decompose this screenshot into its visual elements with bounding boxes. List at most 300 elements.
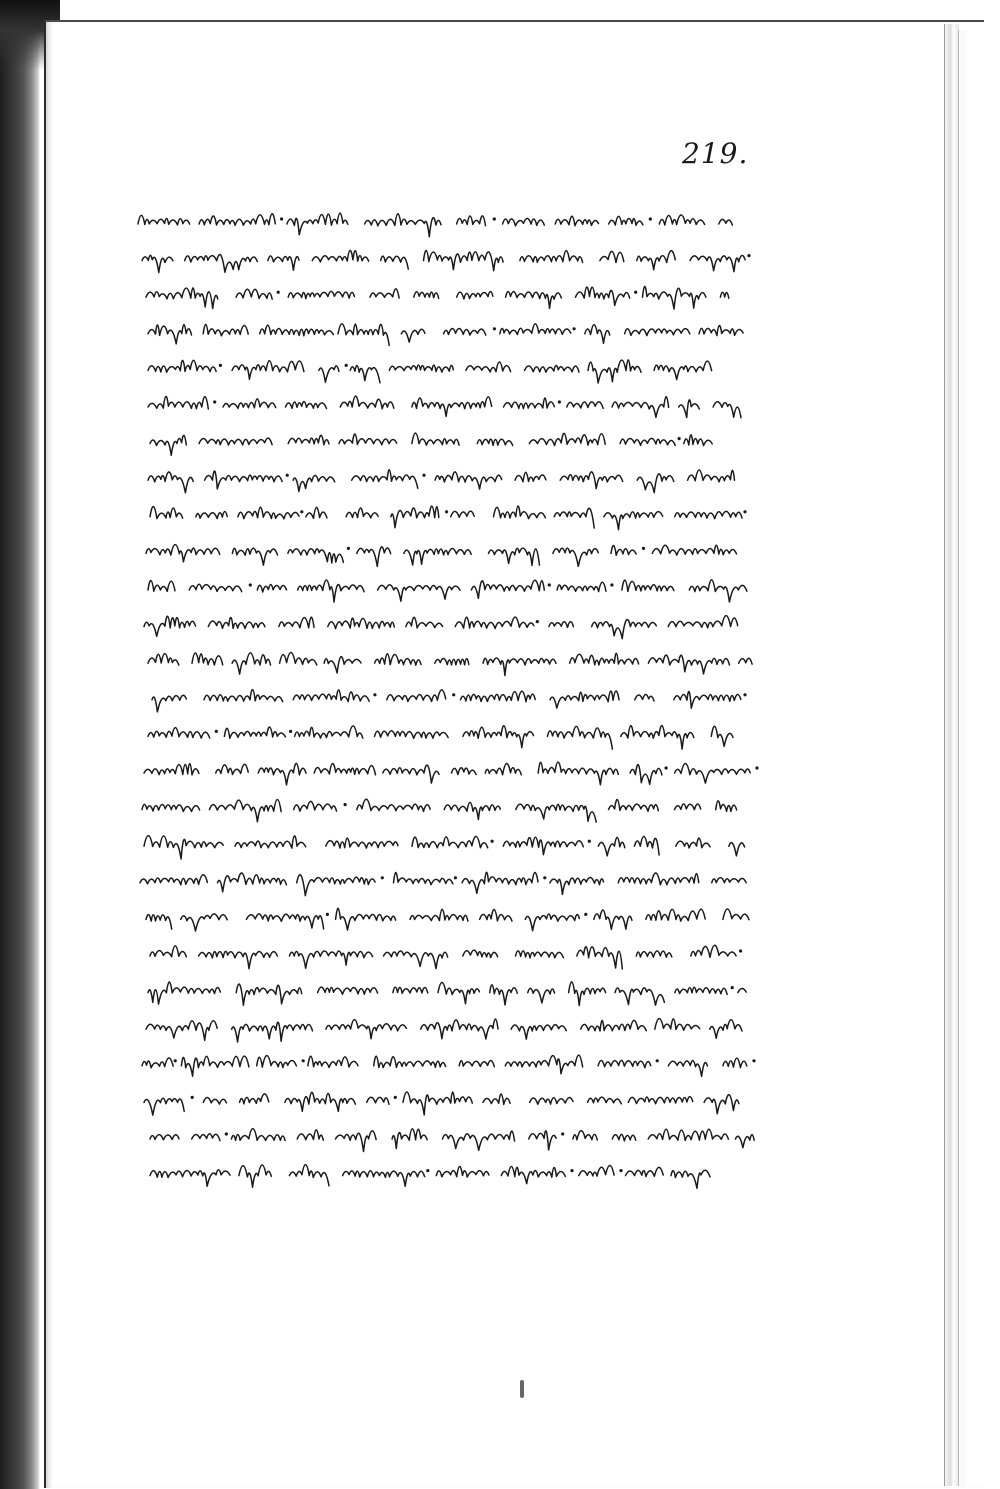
ink-word	[231, 1129, 285, 1141]
ink-word	[628, 1097, 692, 1104]
ink-word	[444, 329, 486, 336]
ink-word	[142, 255, 173, 272]
ink-word	[412, 397, 492, 417]
ink-word	[635, 694, 654, 701]
ink-word	[216, 764, 249, 774]
ink-word	[209, 800, 281, 822]
ink-word	[367, 1097, 389, 1104]
handwritten-line	[146, 1018, 742, 1042]
punctuation-dot	[570, 1169, 573, 1172]
punctuation-dot	[280, 217, 283, 220]
ink-word	[652, 545, 736, 555]
ink-word	[525, 366, 580, 373]
handwritten-line	[152, 690, 747, 712]
ink-word	[503, 218, 545, 225]
ink-word	[579, 1166, 614, 1177]
ink-word	[289, 951, 372, 968]
handwritten-line	[144, 836, 745, 859]
punctuation-dot	[656, 1059, 659, 1062]
ink-word	[297, 1130, 323, 1140]
ink-word	[421, 1019, 498, 1039]
ink-word	[142, 804, 200, 811]
ink-word	[592, 619, 657, 638]
ink-word	[192, 1134, 220, 1141]
handwritten-line	[140, 872, 746, 895]
ink-word	[710, 1020, 742, 1038]
ink-word	[576, 287, 630, 305]
handwritten-line	[142, 799, 737, 822]
ink-word	[181, 914, 228, 931]
ink-word	[293, 475, 335, 491]
ink-word	[643, 286, 706, 309]
ink-word	[288, 549, 344, 563]
ink-mark	[520, 1380, 524, 1398]
punctuation-dot	[300, 510, 303, 513]
ink-word	[391, 506, 439, 528]
ink-word	[621, 726, 694, 749]
ink-word	[611, 546, 636, 556]
ink-word	[550, 691, 619, 708]
ink-word	[370, 289, 399, 298]
ink-word	[185, 254, 258, 272]
ink-word	[503, 837, 583, 854]
ink-word	[483, 658, 556, 675]
ink-word	[319, 366, 339, 382]
ink-word	[312, 250, 368, 261]
ink-word	[569, 982, 606, 1006]
handwritten-line	[150, 1165, 710, 1189]
ink-word	[525, 914, 579, 931]
ink-word	[553, 548, 598, 566]
ink-word	[674, 692, 741, 709]
ink-word	[612, 397, 669, 418]
ink-word	[738, 989, 746, 993]
ink-word	[675, 804, 701, 810]
ink-word	[530, 1098, 573, 1105]
ink-word	[588, 1097, 622, 1104]
ink-word	[720, 292, 728, 298]
ink-word	[648, 1129, 728, 1140]
punctuation-dot	[219, 364, 222, 367]
ink-word	[659, 215, 704, 225]
ink-word	[199, 951, 278, 968]
ink-word	[676, 838, 710, 848]
ink-word	[668, 1061, 707, 1077]
ink-word	[646, 909, 705, 921]
ink-word	[679, 400, 700, 418]
ink-word	[461, 691, 536, 702]
ink-word	[515, 472, 546, 481]
ink-word	[144, 616, 196, 636]
ink-word	[668, 616, 737, 628]
ink-word	[634, 836, 659, 855]
ink-word	[308, 1056, 358, 1067]
ink-word	[555, 216, 598, 226]
handwritten-line	[150, 945, 742, 969]
ink-word	[297, 875, 375, 896]
ink-word	[554, 508, 594, 528]
ink-word	[280, 652, 317, 664]
ink-word	[148, 472, 193, 493]
ink-word	[716, 801, 737, 812]
handwritten-line	[148, 580, 747, 602]
punctuation-dot	[543, 876, 546, 879]
ink-word	[189, 584, 242, 591]
punctuation-dot	[225, 1132, 228, 1135]
ink-word	[477, 439, 512, 445]
ink-word	[452, 768, 477, 775]
punctuation-dot	[191, 1096, 194, 1099]
punctuation-dot	[302, 1059, 305, 1062]
punctuation-dot	[345, 364, 348, 367]
ink-word	[577, 947, 623, 969]
ink-word	[690, 255, 745, 271]
ink-word	[287, 213, 348, 235]
ink-word	[148, 396, 208, 409]
ink-word	[295, 726, 363, 738]
ink-word	[236, 984, 302, 1005]
punctuation-dot	[731, 986, 734, 989]
ink-word	[688, 470, 735, 482]
ink-word	[729, 843, 745, 856]
ink-word	[324, 657, 361, 673]
ink-word	[150, 946, 186, 957]
punctuation-dot	[213, 400, 216, 403]
ink-word	[232, 1022, 313, 1042]
ink-word	[463, 950, 498, 957]
ink-word	[630, 765, 662, 785]
ink-word	[268, 256, 299, 270]
ink-word	[401, 329, 425, 342]
ink-word	[480, 910, 512, 922]
ink-word	[240, 1094, 269, 1104]
ink-word	[567, 402, 603, 409]
ink-word	[357, 799, 430, 811]
ink-word	[557, 582, 606, 591]
ink-word	[239, 1165, 271, 1187]
punctuation-dot	[347, 547, 350, 550]
ink-word	[338, 324, 389, 346]
punctuation-dot	[326, 913, 329, 916]
ink-word	[318, 987, 378, 994]
punctuation-dot	[493, 217, 496, 220]
ink-word	[410, 909, 468, 921]
ink-word	[560, 472, 623, 489]
ink-word	[150, 1170, 230, 1186]
ink-word	[615, 988, 664, 1005]
ink-word	[598, 837, 625, 856]
handwritten-line	[146, 286, 729, 309]
ink-word	[375, 654, 421, 666]
ink-word	[146, 288, 218, 309]
ink-word	[393, 987, 428, 993]
handwritten-line	[150, 433, 712, 455]
ink-word	[538, 762, 618, 785]
punctuation-dot	[743, 693, 746, 696]
punctuation-dot	[491, 840, 494, 843]
ink-word	[625, 329, 690, 336]
ink-word	[612, 1134, 635, 1141]
ink-word	[326, 1020, 407, 1039]
ink-word	[236, 289, 272, 299]
ink-word	[279, 617, 314, 628]
ink-word	[735, 1134, 754, 1147]
ink-word	[471, 580, 544, 598]
punctuation-dot	[249, 583, 252, 586]
ink-word	[375, 731, 449, 739]
punctuation-dot	[561, 1132, 564, 1135]
ink-word	[181, 1056, 249, 1076]
punctuation-dot	[215, 730, 218, 733]
ink-word	[689, 580, 747, 602]
ink-word	[298, 580, 364, 602]
ink-word	[412, 433, 459, 445]
ink-word	[196, 511, 227, 518]
ink-word	[257, 584, 286, 592]
ink-word	[424, 250, 504, 270]
punctuation-dot	[174, 1059, 177, 1062]
ink-word	[374, 1056, 446, 1067]
ink-word	[511, 1025, 566, 1040]
ink-word	[340, 396, 394, 409]
ink-word	[246, 914, 323, 929]
ink-word	[466, 362, 511, 372]
ink-word	[257, 1056, 297, 1068]
ink-word	[144, 1098, 184, 1115]
punctuation-dot	[452, 693, 455, 696]
handwritten-line	[148, 726, 733, 749]
ink-word	[444, 802, 500, 819]
ink-word	[573, 1131, 597, 1140]
ink-word	[451, 511, 475, 517]
ink-word	[435, 658, 469, 664]
ink-word	[336, 1131, 377, 1152]
ink-word	[218, 873, 287, 892]
punctuation-dot	[548, 583, 551, 586]
ink-word	[675, 511, 742, 518]
ink-word	[152, 695, 186, 712]
ink-word	[455, 617, 534, 628]
folio-number: 219.	[682, 137, 749, 170]
punctuation-dot	[649, 217, 652, 220]
ink-word	[294, 801, 337, 811]
handwritten-line	[148, 324, 743, 346]
punctuation-dot	[493, 327, 496, 330]
ink-word	[148, 581, 175, 592]
ink-word	[199, 438, 272, 445]
punctuation-dot	[642, 547, 645, 550]
ink-word	[394, 873, 453, 885]
punctuation-dot	[426, 1169, 429, 1172]
ink-word	[699, 326, 743, 336]
ink-word	[739, 658, 752, 664]
ink-word	[494, 506, 546, 519]
ink-word	[150, 435, 186, 455]
ink-word	[389, 365, 453, 372]
ink-word	[506, 292, 562, 309]
punctuation-dot	[536, 620, 539, 623]
ink-word	[339, 434, 397, 445]
ink-word	[691, 945, 736, 957]
ink-word	[142, 1058, 173, 1068]
ink-word	[381, 256, 409, 269]
ink-word	[711, 726, 733, 746]
ink-word	[326, 838, 398, 848]
ink-word	[675, 764, 751, 784]
handwritten-line	[146, 908, 749, 931]
ink-word	[704, 1095, 739, 1114]
punctuation-dot	[678, 437, 681, 440]
punctuation-dot	[286, 474, 289, 477]
ink-word	[412, 836, 488, 847]
handwritten-line	[148, 360, 712, 383]
ink-word	[260, 325, 334, 336]
ink-word	[675, 987, 727, 994]
ink-word	[205, 471, 283, 489]
ink-word	[148, 728, 210, 739]
handwritten-line	[144, 762, 759, 785]
ink-word	[365, 214, 441, 237]
ink-word	[306, 507, 327, 518]
ink-word	[655, 1018, 700, 1030]
ink-word	[438, 982, 479, 1003]
ink-word	[192, 653, 223, 665]
ink-word	[148, 325, 192, 344]
ink-word	[549, 622, 574, 628]
ink-word	[383, 765, 439, 783]
ink-word	[719, 219, 733, 225]
ink-word	[594, 910, 632, 929]
ink-word	[224, 727, 285, 738]
punctuation-dot	[634, 291, 637, 294]
ink-word	[500, 324, 571, 335]
ink-word	[529, 1131, 556, 1150]
punctuation-dot	[445, 510, 448, 513]
ink-word	[144, 836, 223, 859]
ink-word	[148, 654, 179, 665]
ink-word	[618, 873, 699, 885]
ink-word	[144, 764, 199, 775]
ink-word	[208, 617, 265, 628]
punctuation-dot	[584, 913, 587, 916]
ink-word	[148, 982, 220, 1004]
punctuation-dot	[277, 291, 280, 294]
ink-word	[235, 836, 306, 848]
ink-word	[570, 653, 639, 665]
ink-word	[258, 763, 306, 785]
ink-word	[671, 1170, 710, 1188]
ink-word	[392, 1129, 427, 1149]
ink-word	[581, 1020, 647, 1031]
ink-word	[203, 1097, 226, 1104]
ink-word	[286, 402, 327, 409]
ink-word	[547, 726, 612, 749]
punctuation-dot	[743, 510, 746, 513]
ink-word	[483, 1094, 510, 1104]
ink-word	[232, 653, 270, 674]
punctuation-dot	[394, 1096, 397, 1099]
ink-word	[585, 325, 610, 344]
punctuation-dot	[665, 766, 668, 769]
handwritten-line	[150, 1129, 754, 1152]
punctuation-dot	[422, 474, 425, 477]
ink-word	[404, 548, 471, 565]
ink-word	[288, 435, 329, 444]
ink-word	[723, 909, 749, 920]
ink-word	[436, 1166, 489, 1177]
ink-word	[622, 580, 674, 591]
punctuation-dot	[755, 766, 758, 769]
punctuation-dot	[289, 730, 292, 733]
ink-word	[293, 690, 369, 702]
ink-word	[516, 951, 564, 958]
ink-word	[314, 764, 375, 775]
ink-word	[384, 951, 448, 969]
handwritten-line	[148, 396, 741, 418]
ink-word	[637, 251, 676, 270]
ink-word	[501, 1166, 565, 1183]
punctuation-dot	[373, 693, 376, 696]
ink-word	[285, 1092, 356, 1111]
ink-word	[648, 655, 729, 674]
ink-word	[457, 216, 486, 226]
ink-word	[504, 398, 555, 409]
handwritten-line	[142, 1055, 756, 1076]
ink-word	[712, 878, 746, 883]
handwritten-line	[150, 506, 747, 530]
ink-word	[457, 291, 493, 299]
ink-word	[463, 726, 534, 748]
ink-word	[146, 545, 220, 562]
ink-word	[529, 433, 605, 445]
ink-word	[550, 878, 604, 895]
ink-word	[387, 690, 446, 702]
ink-word	[723, 1058, 747, 1068]
ink-word	[138, 215, 190, 225]
ink-word	[520, 251, 583, 263]
ink-word	[620, 438, 675, 445]
punctuation-dot	[739, 949, 742, 952]
punctuation-dot	[558, 400, 561, 403]
ink-word	[232, 361, 304, 380]
ink-word	[626, 1167, 664, 1176]
ink-word	[232, 548, 277, 565]
ink-word	[146, 915, 172, 930]
ink-word	[604, 512, 663, 530]
ink-word	[459, 1061, 494, 1067]
ink-word	[609, 800, 659, 812]
ink-word	[654, 361, 712, 380]
punctuation-dot	[454, 876, 457, 879]
ink-word	[588, 360, 641, 383]
ink-word	[443, 1131, 515, 1150]
ink-word	[150, 1135, 179, 1140]
ink-word	[352, 470, 418, 488]
ink-word	[357, 547, 391, 567]
ink-word	[414, 292, 439, 299]
handwritten-line	[138, 213, 732, 237]
ink-word	[148, 360, 216, 372]
ink-word	[490, 985, 518, 1005]
punctuation-dot	[588, 840, 591, 843]
ink-word	[636, 951, 672, 957]
ink-word	[204, 690, 283, 702]
handwritten-line	[148, 652, 752, 675]
ink-word	[343, 1171, 425, 1186]
ink-word	[346, 508, 378, 518]
ink-word	[289, 1165, 329, 1186]
ink-word	[336, 908, 396, 930]
